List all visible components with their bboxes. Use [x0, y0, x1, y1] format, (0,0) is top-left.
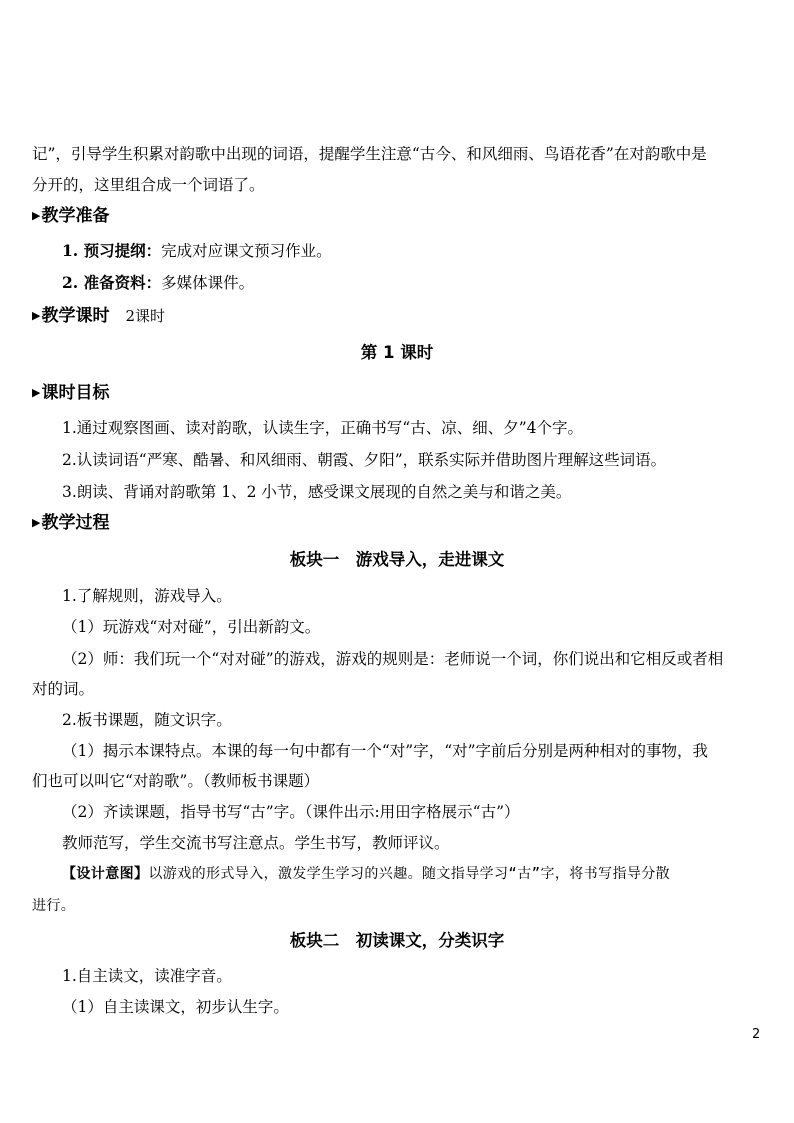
b1-step-1b-line2: 对的词。 [32, 680, 95, 698]
b1-step-2a-line1: （1）揭示本课特点。本课的每一句中都有一个“对”字，“对”字前后分别是两种相对的事物，我 [62, 742, 709, 760]
design-intent-line1: 【设计意图】以游戏的形式导入，激发学生学习的兴趣。随文指导学习“古”字，将书写指导分散 [62, 866, 671, 882]
b1-step-2a-line2: 们也可以叫它“对韵歌”。（教师板书课题） [32, 772, 320, 790]
b2-step-1: 1.自主读文，读准字音。 [62, 967, 232, 985]
process-heading: ▶教学过程 [32, 513, 110, 533]
design-intent-line2: 进行。 [32, 898, 76, 914]
prep-item-1: 1. 预习提纲：完成对应课文预习作业。 [62, 241, 332, 260]
triangle-bullet-icon: ▶ [32, 516, 41, 529]
b1-step-2: 2.板书课题，随文识字。 [62, 711, 232, 729]
prep-item-2: 2. 准备资料：多媒体课件。 [62, 273, 255, 292]
goal-item-2: 2.认读词语“严寒、酷暑、和风细雨、朝霞、夕阳”，联系实际并借助图片理解这些词语。 [62, 451, 667, 469]
b1-step-1a: （1）玩游戏“对对碰”，引出新韵文。 [62, 618, 321, 636]
b1-step-2b: （2）齐读课题，指导书写“古”字。（课件出示:用田字格展示“古”） [62, 803, 520, 821]
b1-step-1b-line1: （2）师：我们玩一个“对对碰”的游戏，游戏的规则是：老师说一个词，你们说出和它相反或者相 [62, 650, 724, 668]
b1-step-2c: 教师范写，学生交流书写注意点。学生书写，教师评议。 [62, 834, 450, 852]
triangle-bullet-icon: ▶ [32, 309, 41, 322]
intro-line-1: 记”，引导学生积累对韵歌中出现的词语，提醒学生注意“古今、和风细雨、鸟语花香”在对韵歌中是 [32, 145, 707, 163]
goal-item-1: 1.通过观察图画、读对韵歌，认读生字，正确书写“古、凉、细、夕”4个字。 [62, 419, 584, 437]
hours-heading: ▶教学课时 2课时 [32, 306, 166, 326]
goal-item-3: 3.朗读、背诵对韵歌第 1、2 小节，感受课文展现的自然之美与和谐之美。 [62, 483, 572, 501]
prep-heading: ▶教学准备 [32, 206, 110, 226]
design-intent-label: 【设计意图】 [62, 866, 149, 882]
b2-step-1a: （1）自主读课文，初步认生字。 [62, 998, 289, 1016]
block2-title: 板块二 初读课文，分类识字 [289, 931, 505, 950]
lesson-title: 第 1 课时 [360, 343, 434, 362]
hours-value: 2课时 [125, 307, 166, 325]
triangle-bullet-icon: ▶ [32, 386, 41, 399]
page-number: 2 [752, 1027, 761, 1042]
goals-heading: ▶课时目标 [32, 383, 110, 403]
intro-line-2: 分开的，这里组合成一个词语了。 [32, 176, 265, 194]
block1-title: 板块一 游戏导入，走进课文 [289, 550, 505, 569]
triangle-bullet-icon: ▶ [32, 209, 41, 222]
b1-step-1: 1.了解规则，游戏导入。 [62, 587, 232, 605]
